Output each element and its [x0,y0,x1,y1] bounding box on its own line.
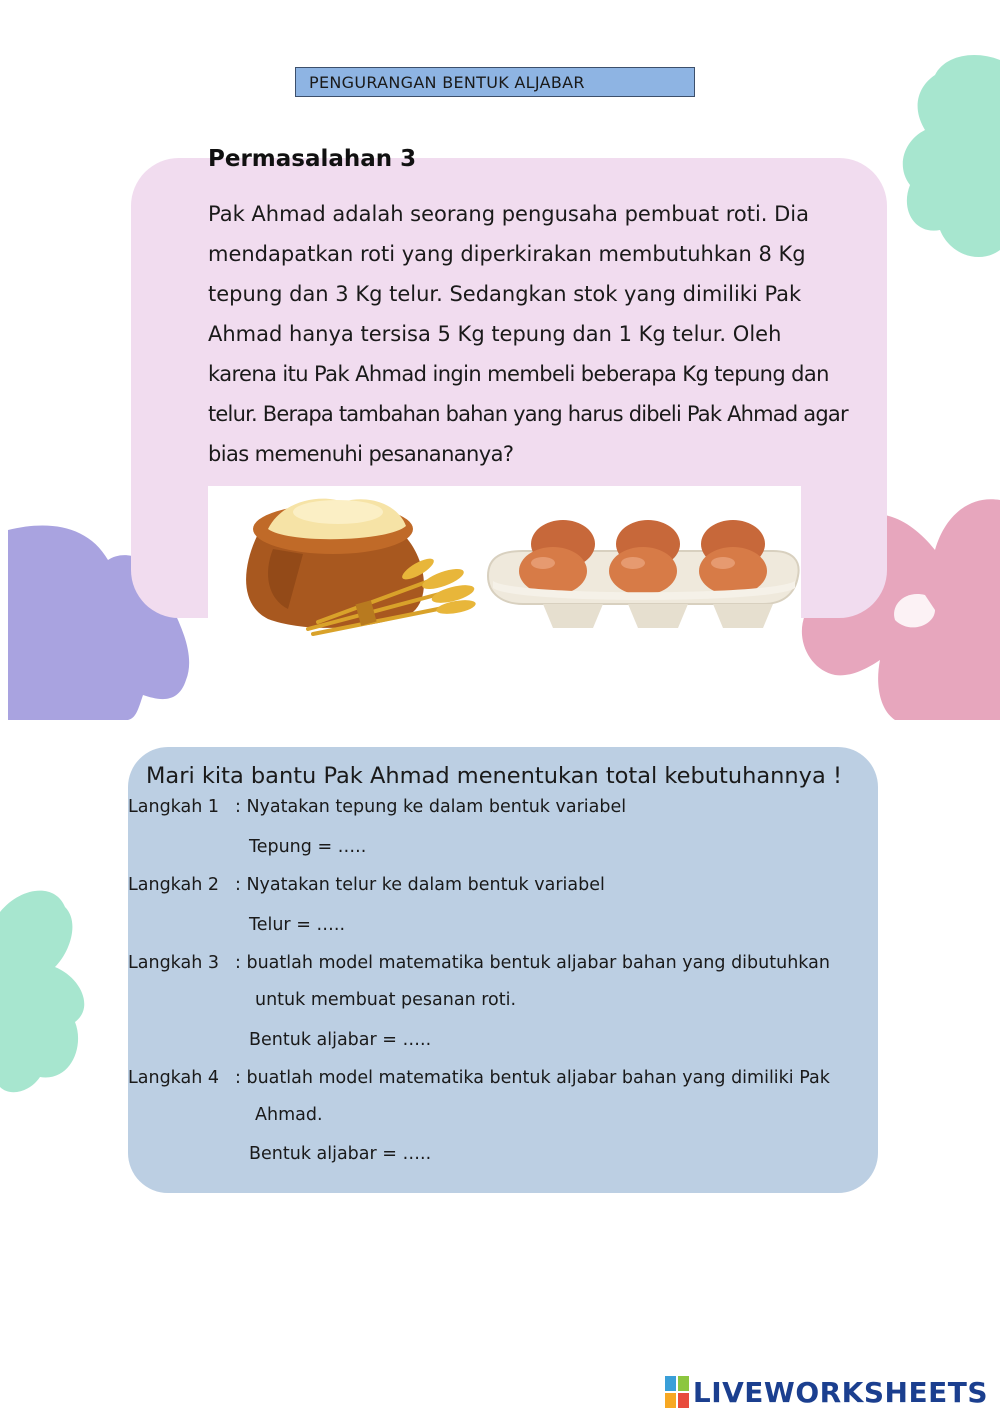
egg-tray-icon [483,516,803,636]
step-4-answer[interactable]: Bentuk aljabar = ….. [249,1144,432,1164]
problem-line: mendapatkan roti yang diperkirakan membutuhkan 8 Kg [208,242,806,266]
problem-line: bias memenuhi pesanananya? [208,442,514,466]
ingredients-illustration [208,486,801,636]
worksheet-title: PENGURANGAN BENTUK ALJABAR [309,73,585,92]
problem-line: Pak Ahmad adalah seorang pengusaha pembuat roti. Dia [208,202,810,226]
step-2-label: Langkah 2 [128,875,220,895]
problem-title: Permasalahan 3 [208,146,417,172]
step-2-answer[interactable]: Telur = ….. [249,915,346,935]
step-3-answer[interactable]: Bentuk aljabar = ….. [249,1030,432,1050]
worksheet-title-box [295,67,695,97]
problem-line: Ahmad hanya tersisa 5 Kg tepung dan 1 Kg telur. Oleh [208,322,782,346]
step-1-instruction: : Nyatakan tepung ke dalam bentuk variabel [235,797,627,817]
problem-line: tepung dan 3 Kg telur. Sedangkan stok yang dimiliki Pak [208,282,802,306]
mint-flower-top-right-decoration [895,50,1000,265]
problem-text [208,194,848,474]
steps-heading: Mari kita bantu Pak Ahmad menentukan total kebutuhannya ! [146,763,842,789]
step-3-label: Langkah 3 [128,953,220,973]
mint-flower-left-decoration [0,882,95,1097]
step-2-instruction: : Nyatakan telur ke dalam bentuk variabel [235,875,605,895]
step-1-answer[interactable]: Tepung = ….. [249,837,367,857]
problem-line: karena itu Pak Ahmad ingin membeli beberapa Kg tepung dan [208,362,829,386]
flour-sack-with-wheat-icon [228,494,478,639]
step-3-instruction-continued: untuk membuat pesanan roti. [255,990,517,1010]
step-4-label: Langkah 4 [128,1068,220,1088]
brand-name: LIVEWORKSHEETS [692,1375,988,1409]
liveworksheets-logo[interactable] [665,1374,988,1410]
problem-line: telur. Berapa tambahan bahan yang harus dibeli Pak Ahmad agar [208,402,848,426]
step-3-instruction: : buatlah model matematika bentuk aljabar bahan yang dibutuhkan [235,953,830,973]
step-4-instruction-continued: Ahmad. [255,1105,323,1125]
step-1-label: Langkah 1 [128,797,220,817]
liveworksheets-logo-icon [665,1376,689,1408]
step-4-instruction: : buatlah model matematika bentuk aljabar bahan yang dimiliki Pak [235,1068,830,1088]
